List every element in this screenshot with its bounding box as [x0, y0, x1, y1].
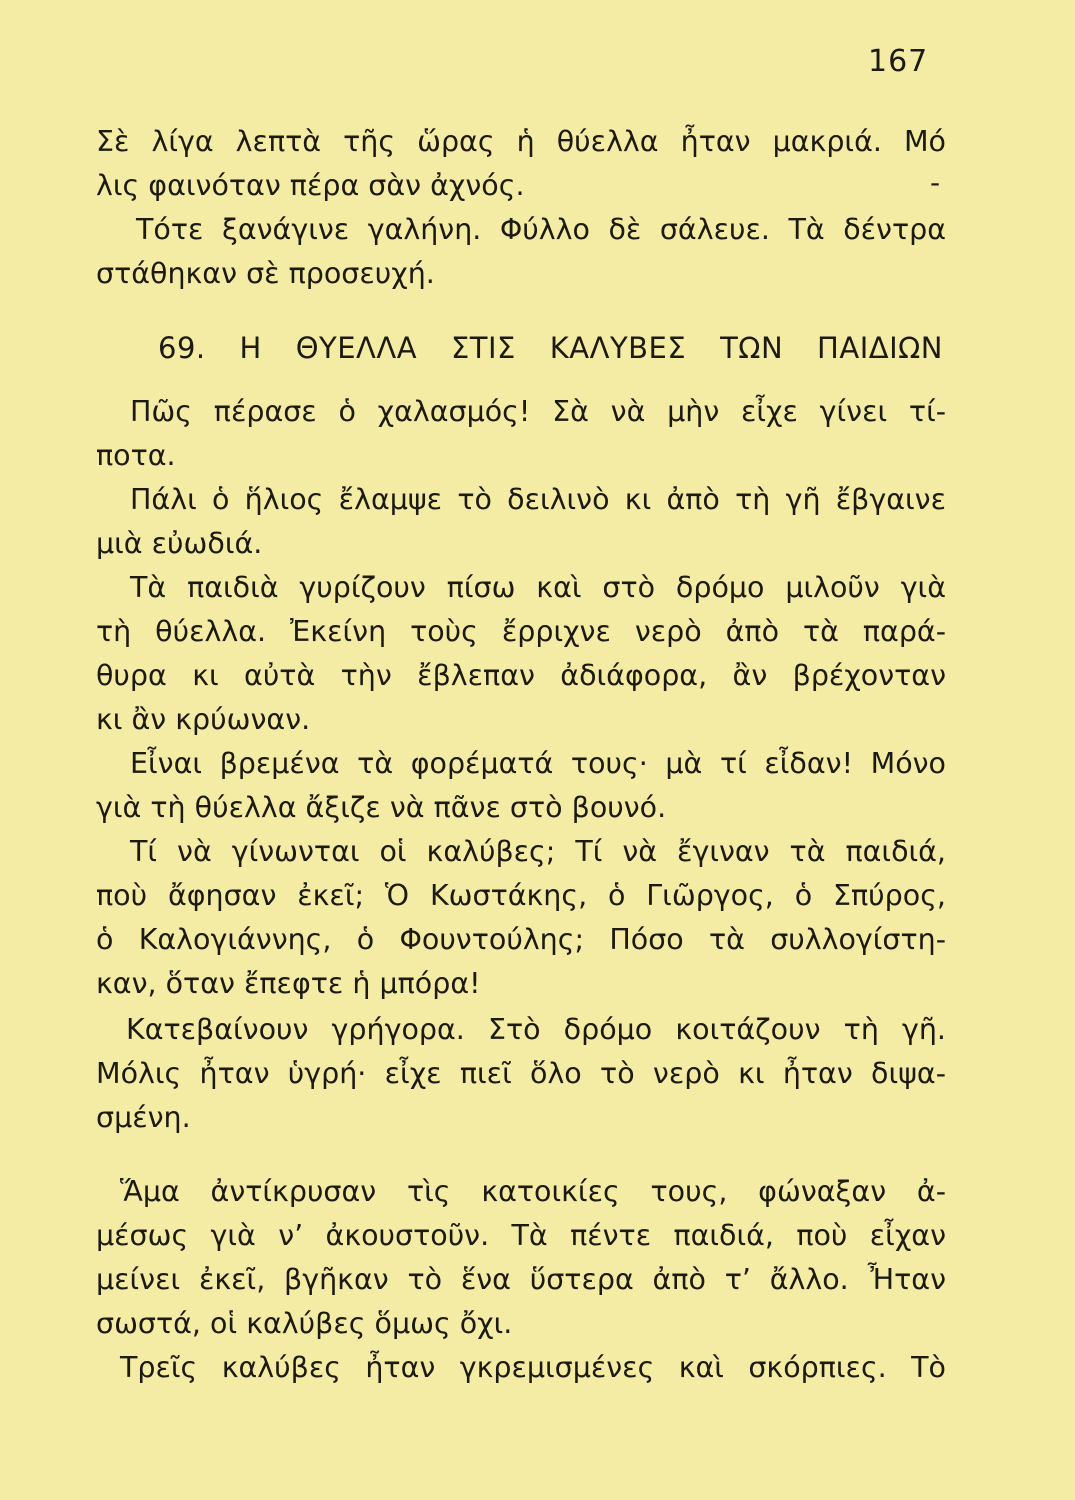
text-line: ποτα.: [96, 439, 176, 472]
text-line: Πῶς πέρασε ὁ χαλασμός! Σὰ νὰ μὴν εἶχε γίνει τί-: [130, 395, 946, 428]
text-line: Εἶναι βρεμένα τὰ φορέματά τους· μὰ τί εἶδαν! Μόνο: [130, 747, 946, 780]
text-line: Τρεῖς καλύβες ἦταν γκρεμισμένες καὶ σκόρπιες. Τὸ: [120, 1351, 946, 1384]
text-line: γιὰ τὴ θύελλα ἄξιζε νὰ πᾶνε στὸ βουνό.: [96, 791, 667, 824]
text-line: σμένη.: [96, 1101, 191, 1134]
text-line: Τότε ξανάγινε γαλήνη. Φύλλο δὲ σάλευε. Τὰ δέντρα: [136, 213, 946, 246]
text-line: σωστά, οἱ καλύβες ὅμως ὄχι.: [96, 1307, 513, 1340]
text-line: μείνει ἐκεῖ, βγῆκαν τὸ ἕνα ὕστερα ἀπὸ τ’ ἄλλο. Ἦταν: [96, 1263, 946, 1296]
text-line: λις φαινόταν πέρα σὰν ἀχνός.: [96, 169, 525, 202]
section-heading: 69. Η ΘΥΕΛΛΑ ΣΤΙΣ ΚΑΛΥΒΕΣ ΤΩΝ ΠΑΙΔΙΩΝ: [158, 331, 943, 365]
stray-mark: -: [930, 166, 941, 199]
text-line: θυρα κι αὐτὰ τὴν ἔβλεπαν ἀδιάφορα, ἂν βρέχονταν: [96, 659, 946, 692]
text-line: κι ἂν κρύωναν.: [96, 703, 311, 736]
text-line: τὴ θύελλα. Ἐκείνη τοὺς ἔρριχνε νερὸ ἀπὸ τὰ παρά-: [96, 615, 946, 648]
page-number: 167: [868, 44, 929, 79]
text-line: Σὲ λίγα λεπτὰ τῆς ὥρας ἡ θύελλα ἦταν μακριά. Μό: [96, 125, 946, 158]
text-line: Ἅμα ἀντίκρυσαν τὶς κατοικίες τους, φώναξαν ἀ-: [120, 1175, 946, 1208]
text-line: Τὰ παιδιὰ γυρίζουν πίσω καὶ στὸ δρόμο μιλοῦν γιὰ: [130, 571, 946, 604]
text-line: στάθηκαν σὲ προσευχή.: [96, 257, 435, 290]
text-line: μέσως γιὰ ν’ ἀκουστοῦν. Τὰ πέντε παιδιά, ποὺ εἶχαν: [96, 1219, 946, 1252]
text-line: Μόλις ἦταν ὑγρή· εἶχε πιεῖ ὅλο τὸ νερὸ κι ἦταν διψα-: [96, 1057, 946, 1090]
text-line: ὁ Καλογιάννης, ὁ Φουντούλης; Πόσο τὰ συλλογίστη-: [96, 923, 946, 956]
text-line: Κατεβαίνουν γρήγορα. Στὸ δρόμο κοιτάζουν τὴ γῆ.: [126, 1013, 946, 1046]
text-line: Πάλι ὁ ἥλιος ἔλαμψε τὸ δειλινὸ κι ἀπὸ τὴ γῆ ἔβγαινε: [130, 483, 946, 516]
text-line: ποὺ ἄφησαν ἐκεῖ; Ὁ Κωστάκης, ὁ Γιῶργος, ὁ Σπύρος,: [96, 879, 946, 912]
text-line: Τί νὰ γίνωνται οἱ καλύβες; Τί νὰ ἔγιναν τὰ παιδιά,: [130, 835, 946, 868]
text-line: καν, ὅταν ἔπεφτε ἡ μπόρα!: [96, 967, 481, 1000]
text-line: μιὰ εὐωδιά.: [96, 527, 263, 560]
